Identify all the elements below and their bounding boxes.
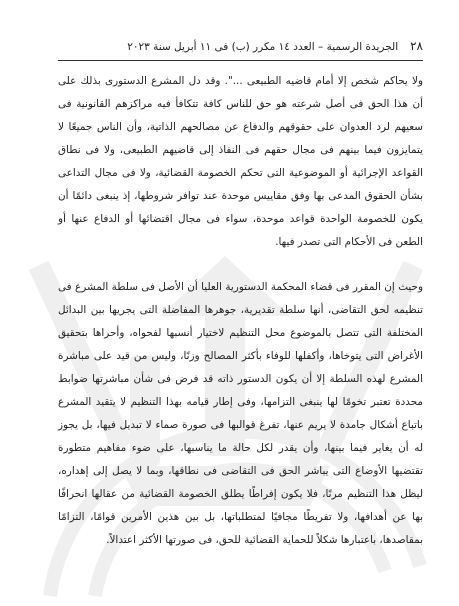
paragraph-2: وحيث إن المقرر فى قضاء المحكمة الدستورية العليا أن الأصل فى سلطة المشرع فى تنظيمه لحق التقاضى، أنها سلطة تقديرية، جوهرها المفاضلة التى يجريها بين البدائل المختلفة التى تتصل بالموضوع محل التنظيم لاختيار أنسبها لفحواه، وأحراها بتحقيق الأغراض التى يتوخاها، وأكفلها للوفاء بأكثر المصالح وزنًا، وليس من قيد على مباشرة المشرع لهذه السلطة إلا أن يكون الدستور ذاته قد فرض فى شأن مباشرتها ضوابط محددة تعتبر تخومًا لها ينبغى التزامها، وفى إطار قيامه بهذا التنظيم لا يتقيد المشرع باتباع أشكال جامدة لا يريم عنها، تفرغ قوالبها فى صورة صماء لا تبديل فيها، بل يجوز له أن يغاير فيما بينها، وأن يقدر لكل حالة ما يناسبها، على ضوء مفاهيم متطورة تقتضيها الأوضاع التى يباشر الحق فى التقاضى فى نطاقها، وبما لا يصل إلى إهداره، ليظل هذا التنظيم مرنًا، فلا يكون إفراطًا يطلق الخصومة القضائية من عقالها انحرافًا بها عن أهدافها، ولا تفريطًا مجافيًا لمتطلباتها، بل بين هذين الأمرين قوامًا، التزامًا بمقاصدها، باعتبارها شكلاً للحماية القضائية للحق، فى صورتها الأكثر اعتدالاً. — [58, 281, 423, 546]
header-divider — [58, 60, 423, 61]
running-title: الجريدة الرسمية – العدد ١٤ مكرر (ب) فى ١١ أبريل سنة ٢٠٢٣ — [127, 41, 399, 53]
document-body — [58, 70, 423, 552]
paragraph-1: ولا يحاكم شخص إلا أمام قاضيه الطبيعى ...". وقد دل المشرع الدستورى بذلك على أن هذا الحق فى أصل شرعته هو حق للناس كافة تتكافأ فيه مراكزهم القانونية فى سعيهم لرد العدوان على حقوقهم والدفاع عن مصالحهم الذاتية، وأن الناس جميعًا لا يتمايزون فيما بينهم فى مجال حقهم فى النفاذ إلى قاضيهم الطبيعى، ولا فى نطاق القواعد الإجرائية أو الموضوعية التى تحكم الخصومة القضائية، ولا فى مجال التداعى بشأن الحقوق المدعى بها وفق مقاييس موحدة عند توافر شروطها، إذ ينبغى دائمًا أن يكون للخصومة الواحدة قواعد موحدة، سواء فى مجال اقتضائها أو الدفاع عنها أو الطعن فى الأحكام التى تصدر فيها. — [58, 75, 423, 248]
page-header — [58, 39, 423, 57]
page-number: ٢٨ — [410, 39, 423, 53]
